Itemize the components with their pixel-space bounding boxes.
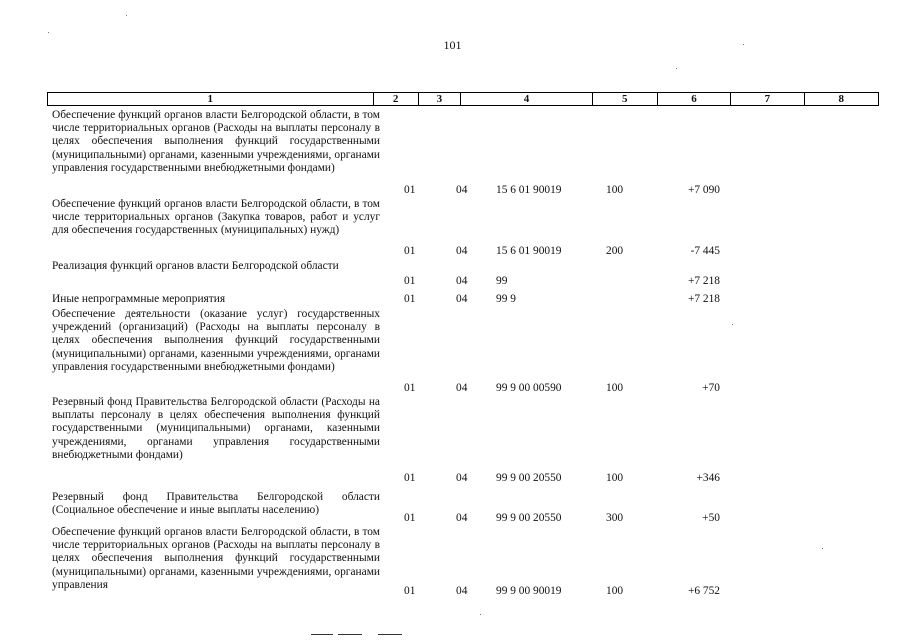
expense-type-code: 200 [606,245,624,257]
subsection-code: 04 [456,275,468,287]
table-row-description: Резервный фонд Правительства Белгородской области (Социальное обеспечение и иные выплаты населению) [52,491,380,517]
section-code: 01 [404,275,416,287]
expense-type-code: 100 [606,472,624,484]
table-row-description: Иные непрограммные мероприятия [52,293,226,305]
header-cell-5: 5 [593,93,658,105]
table-row-description: Обеспечение функций органов власти Белгородской области, в том числе территориальных органов (Закупка товаров, работ и услуг для обеспечения государственных (муниципальных) нужд) [52,198,380,237]
expense-type-code: 100 [606,382,624,394]
expense-type-code: 100 [606,585,624,597]
target-article-code: 99 9 00 00590 [496,382,562,394]
scan-line-mark [338,634,362,635]
header-cell-8: 8 [838,93,845,105]
table-header-row [47,92,879,106]
subsection-code: 04 [456,184,468,196]
target-article-code: 99 9 00 20550 [496,512,562,524]
target-article-code: 15 6 01 90019 [496,184,562,196]
amount-change: +7 090 [687,184,720,196]
table-row-description: Обеспечение функций органов власти Белгородской области, в том числе территориальных органов (Расходы на выплаты персоналу в целях обеспечения выполнения функций государственными (муниципальными) органами, казенными учреждениями, органами управления государственными внебюджетными фондами) [52,109,380,174]
scan-speck [822,548,823,549]
table-row-description: Резервный фонд Правительства Белгородской области (Расходы на выплаты персоналу в целях обеспечения выполнения функций государственными (муниципальными) органами, казенными учреждениями, органами управления государственными внебюджетными фондами) [52,396,380,461]
header-cell-2: 2 [374,93,419,105]
header-cell-1: 1 [48,93,374,105]
subsection-code: 04 [456,293,468,305]
amount-change: +70 [702,382,720,394]
subsection-code: 04 [456,512,468,524]
expense-type-code: 300 [606,512,624,524]
section-code: 01 [404,512,416,524]
table-row-description: Обеспечение функций органов власти Белгородской области, в том числе территориальных органов (Расходы на выплаты персоналу в целях обеспечения выполнения функций государственными (муниципальными) органами, казенными учреждениями, органами управления [52,526,380,591]
scan-speck [480,614,481,615]
amount-change: +50 [702,512,720,524]
section-code: 01 [404,472,416,484]
subsection-code: 04 [456,245,468,257]
header-cell-6: 6 [658,93,731,105]
target-article-code: 99 9 00 90019 [496,585,562,597]
amount-change: +7 218 [687,275,720,287]
target-article-code: 99 [496,275,508,287]
header-cell-3: 3 [419,93,461,105]
scan-speck [126,15,127,16]
scan-line-mark [378,634,402,635]
section-code: 01 [404,585,416,597]
subsection-code: 04 [456,472,468,484]
amount-change: +7 218 [687,293,720,305]
amount-change: +346 [696,472,720,484]
scan-speck [732,324,733,325]
section-code: 01 [404,245,416,257]
scan-speck [743,44,744,45]
section-code: 01 [404,184,416,196]
table-row-description: Обеспечение деятельности (оказание услуг) государственных учреждений (организаций) (Расходы на выплаты персоналу в целях обеспечения выполнения функций государственными (муниципальными) органами, казенными учреждениями, органами управления государственными внебюджетными фондами) [52,308,380,373]
page-number: 101 [443,38,462,52]
target-article-code: 99 9 [496,293,516,305]
scan-speck [48,32,49,33]
target-article-code: 99 9 00 20550 [496,472,562,484]
target-article-code: 15 6 01 90019 [496,245,562,257]
amount-change: +6 752 [687,585,720,597]
expense-type-code: 100 [606,184,624,196]
scan-line-mark [311,634,333,635]
scan-speck [676,68,677,69]
section-code: 01 [404,382,416,394]
subsection-code: 04 [456,585,468,597]
header-cell-4: 4 [461,93,593,105]
section-code: 01 [404,293,416,305]
amount-change: -7 445 [690,245,720,257]
subsection-code: 04 [456,382,468,394]
table-row-description: Реализация функций органов власти Белгородской области [52,260,339,272]
header-cell-7: 7 [731,93,804,105]
